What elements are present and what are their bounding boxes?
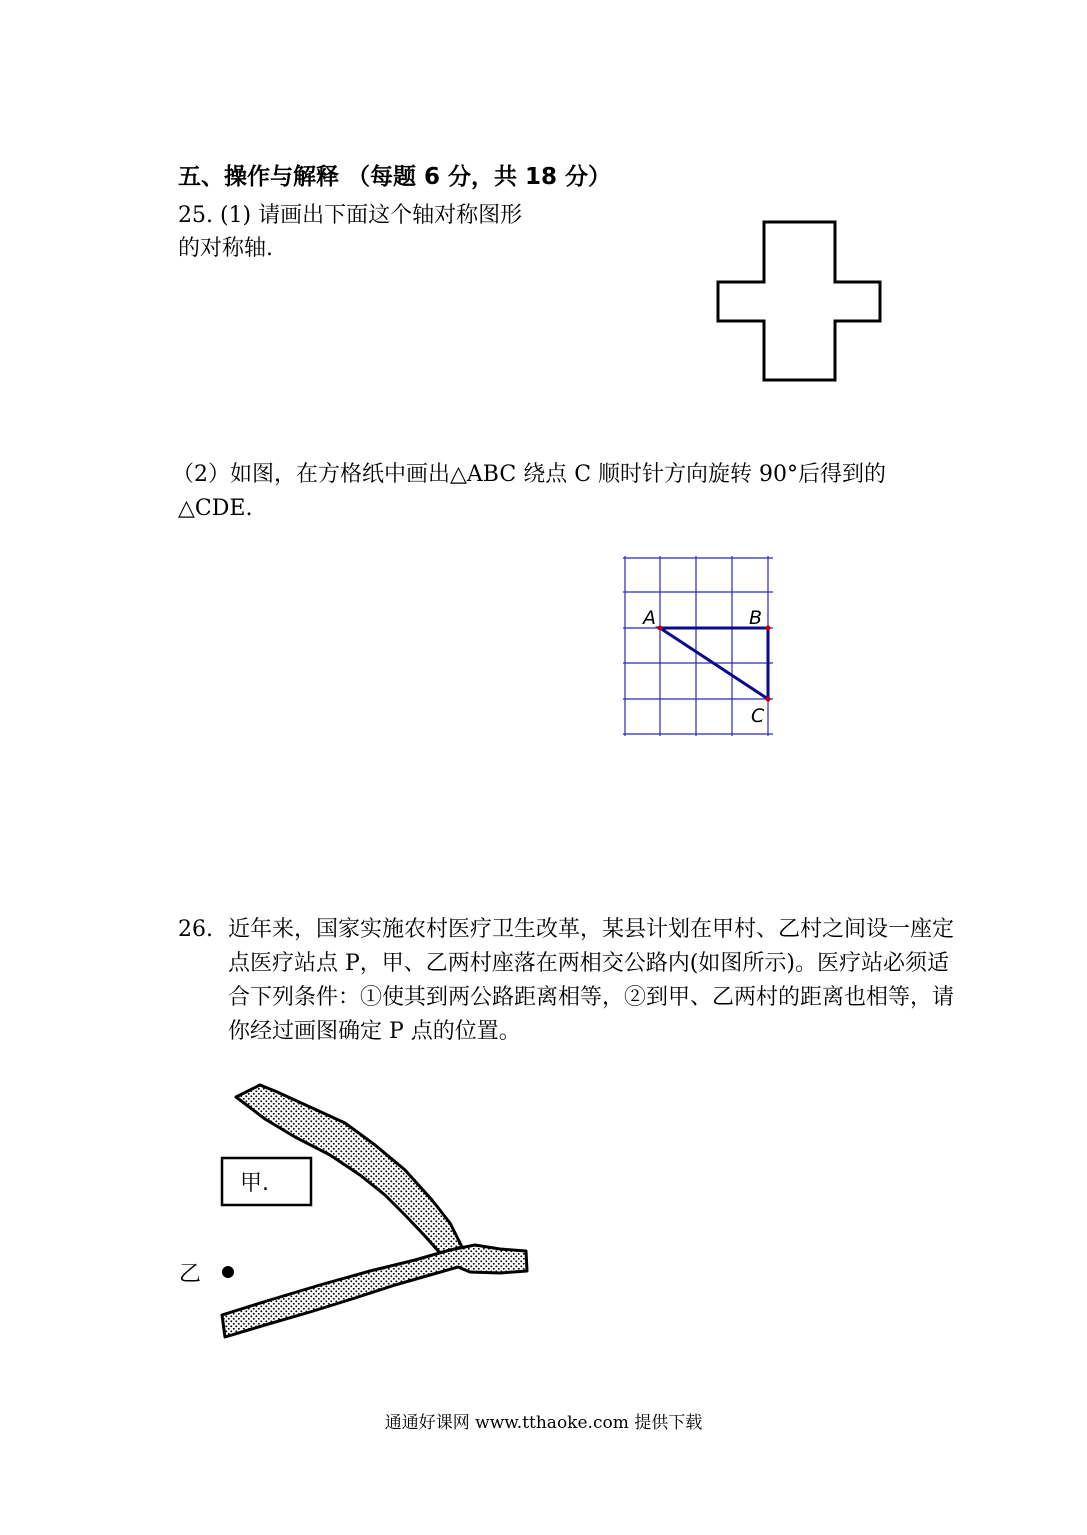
- q26-number: 26.: [178, 917, 213, 942]
- q25-part1-line2: 的对称轴.: [178, 236, 273, 261]
- point-c: [766, 697, 771, 702]
- village-yi-label: 乙: [179, 1262, 202, 1287]
- q26-text: 近年来，国家实施农村医疗卫生改革，某县计划在甲村、乙村之间设一座定点医疗站点 P，甲、乙两村座落在两相交公路内(如图所示)。医疗站必须适合下列条件：①使其到两公路距离相等，②到甲、乙两村的距离也相等，请你经过画图确定 P 点的位置。: [228, 917, 955, 1044]
- village-jia-label: 甲.: [240, 1171, 269, 1196]
- roads-figure: [170, 1075, 540, 1350]
- section-title: 五、操作与解释 （每题 6 分，共 18 分）: [178, 164, 612, 190]
- village-yi-dot: [222, 1266, 234, 1278]
- cross-shape: [718, 222, 880, 380]
- q25-part2-line2: △CDE.: [178, 496, 253, 521]
- footer: 通通好课网 www.tthaoke.com 提供下载: [384, 1413, 703, 1433]
- point-a: [658, 626, 663, 631]
- label-b: B: [749, 607, 763, 629]
- grid-figure: [615, 552, 790, 742]
- q25-part1-line1: 25. (1) 请画出下面这个轴对称图形: [178, 203, 523, 228]
- q25-part2-line1: （2）如图，在方格纸中画出△ABC 绕点 C 顺时针方向旋转 90°后得到的: [172, 462, 887, 487]
- label-c: C: [751, 705, 765, 727]
- lower-road: [222, 1245, 527, 1337]
- cross-figure: [700, 210, 900, 395]
- label-a: A: [643, 607, 656, 629]
- point-b: [766, 626, 771, 631]
